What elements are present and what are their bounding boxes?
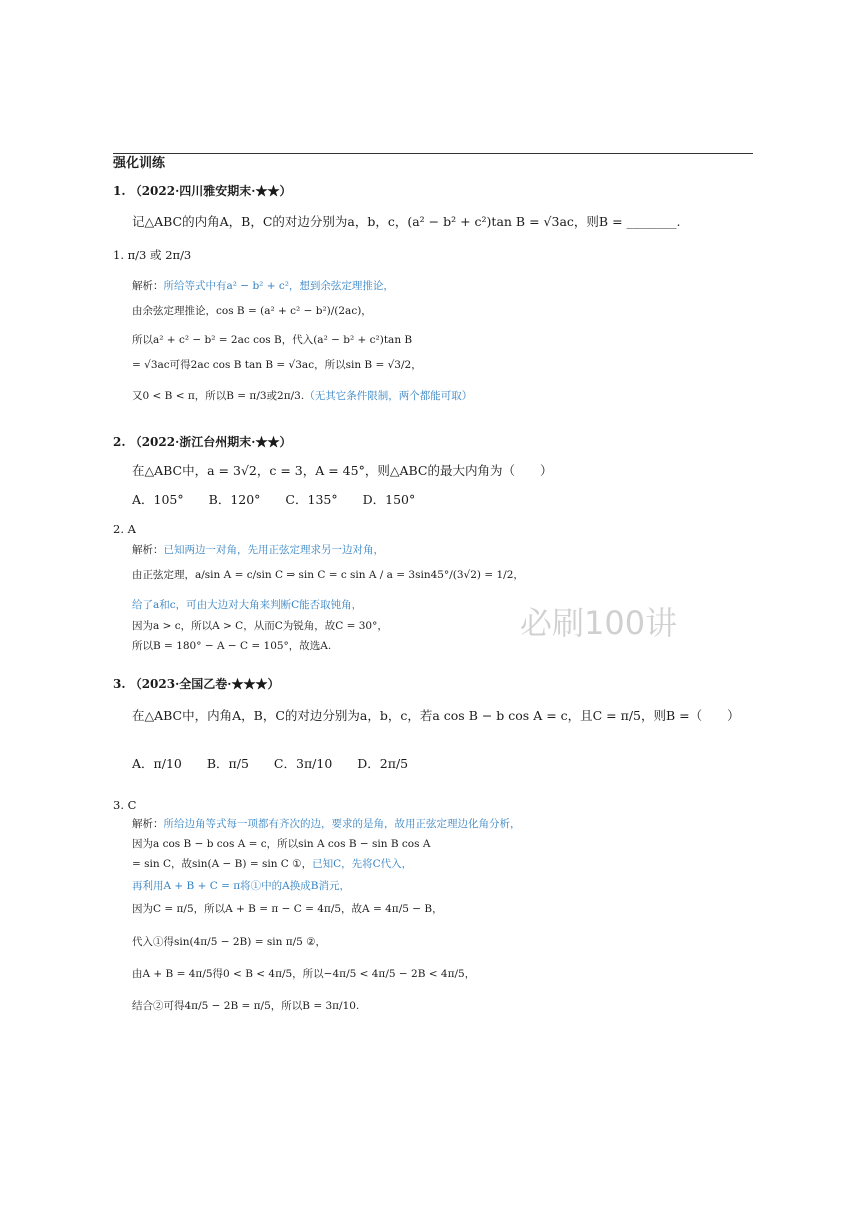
q1-stem: 记△ABC的内角A，B，C的对边分别为a，b，c，(a² − b² + c²)tan B = √3ac，则B = ________. xyxy=(132,214,681,229)
q2-line3-note: 给了a和c，可由大边对大角来判断C能否取钝角， xyxy=(132,599,363,611)
q2-answer: 2. A xyxy=(113,522,136,536)
q1-header: 1. （2022·四川雅安期末·★★） xyxy=(113,184,292,198)
q1-analysis xyxy=(132,278,394,294)
q3-line6: 代入①得sin(4π/5 − 2B) = sin π/5 ②， xyxy=(132,936,327,948)
q3-answer: 3. C xyxy=(113,798,137,812)
q1-line5-text: 又0 < B < π，所以B = π/3或2π/3. xyxy=(132,390,305,402)
analysis-note: 所给边角等式每一项都有齐次的边，要求的是角，故用正弦定理边化角分析， xyxy=(163,818,521,830)
q3-line3 xyxy=(132,856,412,872)
q2-analysis xyxy=(132,542,384,558)
q1-answer: 1. π/3 或 2π/3 xyxy=(113,248,192,262)
q2-line5: 所以B = 180° − A − C = 105°，故选A. xyxy=(132,640,332,652)
q2-line4: 因为a > c，所以A > C，从而C为锐角，故C = 30°， xyxy=(132,620,388,632)
q3-line4-note: 再利用A + B + C = π将①中的A换成B消元， xyxy=(132,880,350,892)
q3-stem: 在△ABC中，内角A，B，C的对边分别为a，b，c，若a cos B − b cos A = c，且C = π/5，则B =（ ） xyxy=(132,708,740,723)
q3-line3-text: = sin C，故sin(A − B) = sin C ①， xyxy=(132,858,313,870)
q2-header: 2. （2022·浙江台州期末·★★） xyxy=(113,435,292,449)
q3-line5: 因为C = π/5，所以A + B = π − C = 4π/5，故A = 4π/5 − B， xyxy=(132,903,443,915)
q1-line5-note: （无其它条件限制，两个都能可取） xyxy=(304,390,473,402)
section-title: 强化训练 xyxy=(113,156,166,171)
analysis-label: 解析： xyxy=(132,280,164,292)
q1-line5 xyxy=(132,388,472,404)
q1-line4: = √3ac可得2ac cos B tan B = √3ac，所以sin B = √3/2， xyxy=(132,359,422,371)
q3-line8: 结合②可得4π/5 − 2B = π/5，所以B = 3π/10. xyxy=(132,1000,360,1012)
analysis-note: 所给等式中有a² − b² + c²，想到余弦定理推论， xyxy=(163,280,394,292)
header-rule xyxy=(113,153,753,154)
q3-line7: 由A + B = 4π/5得0 < B < 4π/5，所以−4π/5 < 4π/5 − 2B < 4π/5， xyxy=(132,968,476,980)
analysis-label: 解析： xyxy=(132,544,164,556)
analysis-label: 解析： xyxy=(132,818,164,830)
q1-line3: 所以a² + c² − b² = 2ac cos B，代入(a² − b² + c²)tan B xyxy=(132,334,413,346)
q3-line3-note: 已知C，先将C代入， xyxy=(312,858,413,870)
q3-header: 3. （2023·全国乙卷·★★★） xyxy=(113,677,280,691)
q3-options: A．π/10 B．π/5 C．3π/10 D．2π/5 xyxy=(132,756,409,771)
watermark: 必刷100讲 xyxy=(520,604,678,642)
q1-line2: 由余弦定理推论，cos B = (a² + c² − b²)/(2ac)， xyxy=(132,305,372,317)
q2-options: A．105° B．120° C．135° D．150° xyxy=(132,492,416,507)
q3-analysis xyxy=(132,816,521,832)
q3-line2: 因为a cos B − b cos A = c，所以sin A cos B − sin B cos A xyxy=(132,838,431,850)
q2-line2: 由正弦定理，a/sin A = c/sin C ⇒ sin C = c sin A / a = 3sin45°/(3√2) = 1/2， xyxy=(132,569,524,581)
analysis-note: 已知两边一对角，先用正弦定理求另一边对角， xyxy=(163,544,384,556)
q2-stem: 在△ABC中，a = 3√2，c = 3，A = 45°，则△ABC的最大内角为（ ） xyxy=(132,463,553,478)
